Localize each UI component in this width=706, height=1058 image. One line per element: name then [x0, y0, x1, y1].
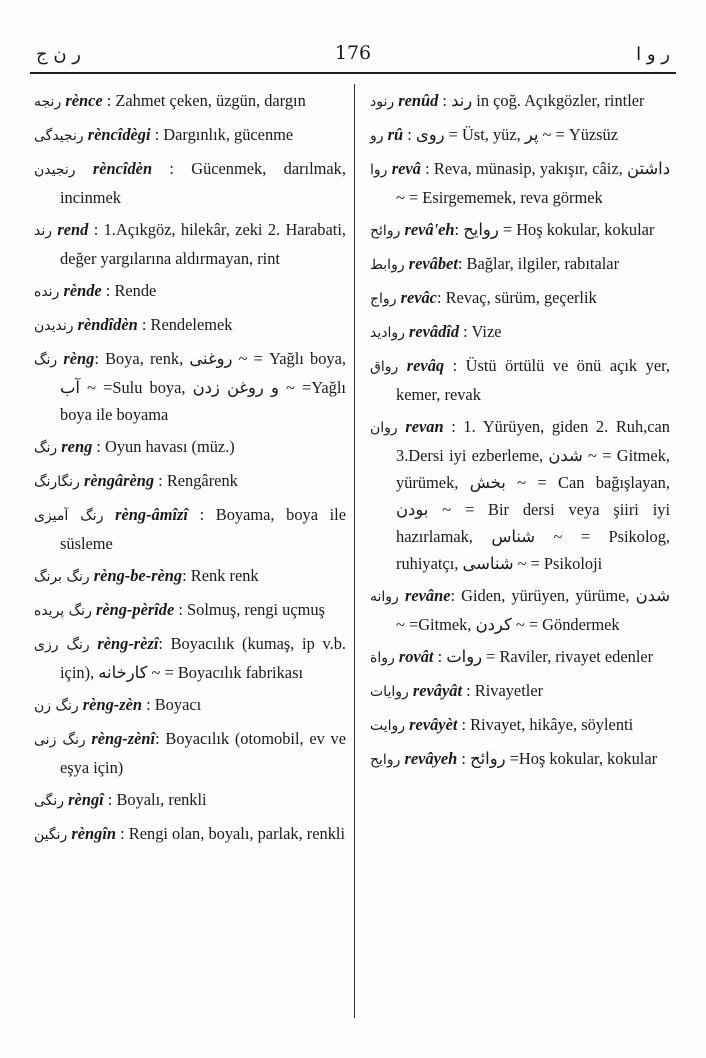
entry-definition: Vize [467, 322, 502, 341]
dictionary-entry [34, 87, 346, 116]
entry-separator: : [150, 125, 160, 144]
entry-headword: revâbet [408, 254, 458, 273]
entry-arabic-script: رواق [370, 359, 399, 375]
entry-arabic-script: روان [370, 420, 398, 436]
dictionary-entry [34, 820, 346, 849]
entry-separator: : [459, 322, 468, 341]
entry-separator: : [443, 417, 456, 436]
entry-headword: rèncîdègi [87, 125, 151, 144]
right-column [370, 87, 670, 779]
dictionary-entry [370, 216, 670, 245]
entry-definition: Revaç, sürüm, geçerlik [441, 288, 597, 307]
entry-headword: rèngârèng [83, 471, 155, 490]
entry-arabic-script: رو [370, 128, 384, 144]
entry-definition: Oyun havası (müz.) [100, 437, 235, 456]
entry-separator: : [420, 159, 430, 178]
entry-separator: : [450, 586, 456, 605]
page-header [30, 40, 676, 72]
entry-separator: : [436, 288, 442, 307]
entry-headword: revâyeh [404, 749, 458, 768]
dictionary-entry [34, 630, 346, 686]
entry-headword: rovât [398, 647, 434, 666]
entry-headword: rèng-pèrîde [95, 600, 175, 619]
entry-separator: : [94, 349, 99, 368]
entry-definition: Boya, renk, روغنی ~ = Yağlı boya, آب ~ =Sulu boya, و روغن زدن ~ =Yağlı boya ile boyama [60, 349, 346, 424]
entry-arabic-script: رواة [370, 650, 395, 666]
entry-headword: revâyèt [409, 715, 458, 734]
entry-definition: Rivayet, hikâye, söylenti [466, 715, 634, 734]
entry-arabic-script: رنگ [34, 352, 58, 368]
entry-arabic-script: روائح [370, 223, 401, 239]
entry-headword: rend [57, 220, 89, 239]
entry-arabic-script: رنجه [34, 94, 62, 110]
entry-separator: : [454, 220, 460, 239]
dictionary-entry [34, 691, 346, 720]
entry-arabic-script: رنگ پریده [34, 603, 92, 619]
entry-separator: : [92, 437, 101, 456]
entry-headword: rèngî [68, 790, 104, 809]
entry-arabic-script: رنگ [34, 440, 58, 456]
entry-definition: Bağlar, ilgiler, rabıtalar [462, 254, 620, 273]
entry-arabic-script: روایح [370, 752, 401, 768]
entry-definition: Solmuş, rengi uçmuş [182, 600, 325, 619]
entry-definition: Üstü örtülü ve önü açık yer, kemer, revak [396, 356, 670, 404]
column-divider [354, 84, 355, 1018]
entry-separator: : [142, 695, 151, 714]
entry-separator: : [155, 729, 160, 748]
entry-definition: Rivayetler [470, 681, 544, 700]
entry-headword: revâ [391, 159, 421, 178]
dictionary-entry [370, 250, 670, 279]
entry-definition: Rengârenk [162, 471, 238, 490]
entry-arabic-script: رنگارنگ [34, 474, 80, 490]
entry-separator: : [103, 790, 113, 809]
entry-arabic-script: رنده [34, 284, 60, 300]
dictionary-entry [370, 155, 670, 211]
entry-headword: revan [405, 417, 444, 436]
entry-headword: rèng-âmîzî [115, 505, 188, 524]
entry-separator: : [154, 471, 163, 490]
entry-arabic-script: روایت [370, 718, 406, 734]
dictionary-entry [370, 413, 670, 577]
entry-headword: rèndîdèn [77, 315, 138, 334]
entry-definition: روائح =Hoş kokular, kokular [465, 749, 658, 768]
entry-headword: rèncîdèn [92, 159, 153, 178]
entry-separator: : [182, 566, 187, 585]
entry-definition: روی = Üst, yüz, پر ~ = Yüzsüz [411, 125, 619, 144]
entry-definition: رند in çoğ. Açıkgözler, rintler [446, 91, 645, 110]
entry-arabic-script: روایات [370, 684, 409, 700]
entry-separator: : [462, 681, 471, 700]
entry-headword: revâ'eh [404, 220, 455, 239]
dictionary-entry [370, 318, 670, 347]
entry-definition: Gücenmek, darılmak, incinmek [60, 159, 346, 207]
entry-definition: 1. Yürüyen, giden 2. Ruh,can 3.Dersi iyi ezberleme, شدن ~ = Gitmek, yürümek, بخش ~ = Can bağışlayan, بودن ~ = Bir dersi veya şiiri iyi hazırlamak, شناس ~ = Psikolog, ruhiyatçı, شناسی ~ = Psikoloji [396, 417, 670, 573]
dictionary-entry [370, 121, 670, 150]
dictionary-entry [34, 786, 346, 815]
entry-definition: روایح = Hoş kokular, kokular [459, 220, 655, 239]
dictionary-entry [34, 311, 346, 340]
dictionary-entry [34, 725, 346, 781]
entry-headword: revâq [406, 356, 445, 375]
entry-headword: rènde [63, 281, 102, 300]
entry-headword: renûd [398, 91, 439, 110]
entry-headword: rèng-zènî [91, 729, 156, 748]
entry-arabic-script: رنگی [34, 793, 65, 809]
dictionary-entry [34, 216, 346, 272]
header-right-letters: ر و ا [636, 44, 670, 65]
entry-headword: rèngîn [71, 824, 117, 843]
entry-definition: Rendelemek [146, 315, 233, 334]
entry-separator: : [152, 159, 174, 178]
entry-headword: revâc [400, 288, 437, 307]
entry-separator: : [457, 749, 466, 768]
entry-headword: rèng-rèzî [97, 634, 159, 653]
page-number: 176 [334, 42, 372, 64]
entry-definition: Renk renk [186, 566, 259, 585]
entry-arabic-script: رنگین [34, 827, 68, 843]
entry-definition: روات = Raviler, rivayet edenler [442, 647, 654, 666]
entry-arabic-script: رنگ زن [34, 698, 79, 714]
entry-headword: rènce [65, 91, 103, 110]
entry-arabic-script: رنود [370, 94, 395, 110]
entry-headword: reng [61, 437, 93, 456]
dictionary-entry [370, 284, 670, 313]
entry-definition: 1.Açıkgöz, hilekâr, zeki 2. Harabati, değer yargılarına aldırmayan, rint [60, 220, 346, 268]
dictionary-entry [370, 745, 670, 774]
dictionary-entry [34, 596, 346, 625]
entry-arabic-script: رنجیدگی [34, 128, 84, 144]
entry-arabic-script: رنجیدن [34, 162, 76, 178]
dictionary-entry [370, 711, 670, 740]
entry-definition: Rende [110, 281, 157, 300]
dictionary-entry [34, 562, 346, 591]
entry-definition: Boyacılık (otomobil, ev ve eşya için) [60, 729, 346, 777]
entry-arabic-script: رند [34, 223, 53, 239]
entry-separator: : [158, 634, 163, 653]
entry-separator: : [101, 281, 111, 300]
entry-headword: rû [387, 125, 404, 144]
left-column [34, 87, 346, 854]
entry-definition: Dargınlık, gücenme [159, 125, 294, 144]
dictionary-entry [34, 501, 346, 557]
dictionary-entry [370, 677, 670, 706]
entry-headword: revâdîd [409, 322, 460, 341]
entry-headword: revâne [404, 586, 451, 605]
entry-separator: : [438, 91, 447, 110]
entry-arabic-script: رنگ رزی [34, 637, 90, 653]
entry-separator: : [457, 254, 463, 273]
entry-separator: : [403, 125, 412, 144]
entry-definition: Boyama, boya ile süsleme [60, 505, 346, 553]
entry-headword: rèng-zèn [82, 695, 142, 714]
entry-separator: : [433, 647, 443, 666]
header-rule [30, 72, 676, 74]
entry-separator: : [88, 220, 99, 239]
entry-separator: : [137, 315, 147, 334]
dictionary-entry [370, 582, 670, 638]
entry-arabic-script: رنگ برنگ [34, 569, 90, 585]
dictionary-entry [370, 87, 670, 116]
entry-definition: Rengi olan, boyalı, parlak, renkli [124, 824, 345, 843]
entry-arabic-script: روادید [370, 325, 405, 341]
dictionary-entry [370, 352, 670, 408]
entry-arabic-script: رنگ آمیزی [34, 508, 104, 524]
entry-separator: : [444, 356, 458, 375]
entry-separator: : [102, 91, 112, 110]
entry-separator: : [174, 600, 183, 619]
entry-separator: : [457, 715, 467, 734]
dictionary-entry [34, 433, 346, 462]
entry-definition: Reva, münasip, yakışır, câiz, داشتن ~ = Esirgememek, reva görmek [396, 159, 670, 207]
entry-headword: revâyât [412, 681, 463, 700]
entry-headword: rèng-be-rèng [93, 566, 183, 585]
entry-arabic-script: روانه [370, 589, 399, 605]
entry-definition: Boyacı [150, 695, 202, 714]
entry-arabic-script: رندیدن [34, 318, 74, 334]
entry-definition: Boyacılık (kumaş, ip v.b. için), کارخانه ~ = Boyacılık fabrikası [60, 634, 346, 682]
dictionary-entry [34, 345, 346, 428]
entry-arabic-script: روابط [370, 257, 405, 273]
entry-arabic-script: رنگ زنی [34, 732, 86, 748]
entry-definition: Zahmet çeken, üzgün, dargın [111, 91, 306, 110]
entry-separator: : [116, 824, 125, 843]
dictionary-entry [34, 467, 346, 496]
entry-arabic-script: روا [370, 162, 388, 178]
entry-definition: Boyalı, renkli [112, 790, 207, 809]
entry-definition: Giden, yürüyen, yürüme, شدن ~ =Gitmek, کردن ~ = Göndermek [396, 586, 670, 634]
dictionary-entry [34, 155, 346, 211]
dictionary-entry [34, 121, 346, 150]
dictionary-entry [34, 277, 346, 306]
entry-arabic-script: رواج [370, 291, 397, 307]
entry-separator: : [187, 505, 205, 524]
entry-headword: rèng [63, 349, 95, 368]
header-left-letters: ر ن ج [36, 44, 81, 65]
dictionary-entry [370, 643, 670, 672]
